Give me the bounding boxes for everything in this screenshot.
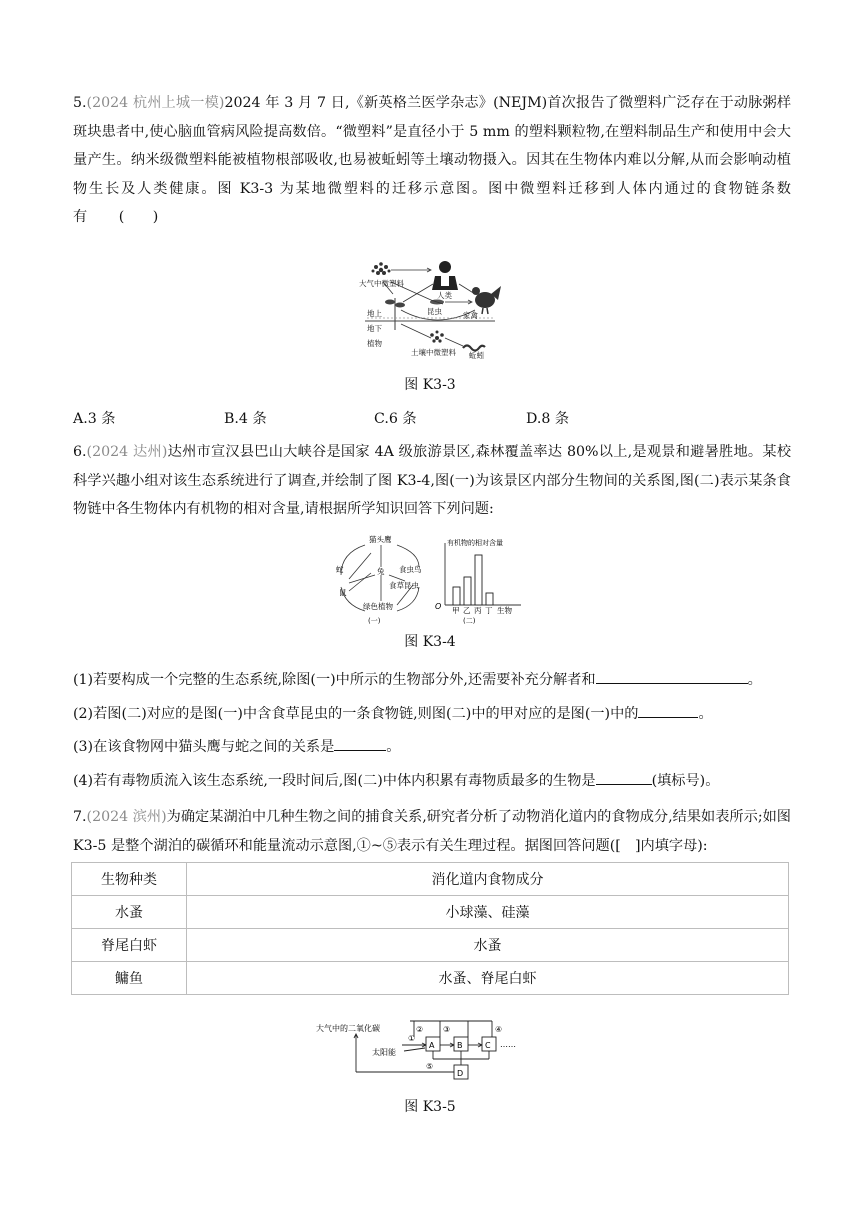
bar-label-0: 甲 [452, 606, 460, 615]
label-soil-microplastic: 土壤中微塑料 [411, 348, 456, 357]
web-caption: (一) [368, 617, 381, 625]
label-atmosphere: 大气中微塑料 [359, 279, 404, 288]
box-d: D [457, 1069, 464, 1078]
box-b: B [457, 1041, 463, 1050]
table-cell: 水蚤 [72, 896, 187, 929]
cycle-dots: …… [500, 1040, 516, 1049]
web-owl: 猫头鹰 [369, 535, 392, 544]
organic-matter-bar-chart [433, 537, 525, 627]
question-text: 为确定某湖泊中几种生物之间的捕食关系,研究者分析了动物消化道内的食物成分,结果如表所示;如图 K3-5 是整个湖泊的碳循环和能量流动示意图,①~⑤表示有关生理过程。据图回答问题([ ]内填字母): [73, 809, 791, 854]
sub1-end: 。 [747, 672, 762, 688]
answer-blank-1[interactable] [596, 668, 748, 684]
bar-group [452, 555, 493, 615]
question-source: (2024 滨州) [86, 809, 167, 825]
web-mouse: 鼠 [339, 588, 347, 597]
question-7 [73, 803, 791, 860]
option-d[interactable]: D.8 条 [526, 411, 570, 427]
q6-sub3 [73, 733, 791, 762]
bar-2 [475, 555, 482, 605]
bar-xtitle: 生物 [497, 606, 512, 615]
answer-blank-4[interactable] [596, 769, 652, 785]
step-2: ② [416, 1025, 424, 1034]
table-cell: 脊尾白虾 [72, 929, 187, 962]
step-5: ⑤ [426, 1062, 434, 1071]
figure-caption-k3-5: 图 K3-5 [404, 1099, 456, 1115]
table-row [72, 896, 789, 929]
earthworm-icon [463, 346, 485, 351]
web-snake: 蛇 [336, 565, 344, 574]
figure-caption-k3-3: 图 K3-3 [404, 377, 456, 393]
sub2-end: 。 [698, 706, 713, 722]
q6-sub4 [73, 767, 791, 796]
bar-0 [453, 587, 460, 605]
table-cell: 水蚤、脊尾白虾 [187, 962, 789, 995]
step-3: ③ [443, 1025, 451, 1034]
atmosphere-particles-icon [372, 262, 391, 275]
bar-label-1: 乙 [463, 606, 471, 615]
option-c[interactable]: C.6 条 [374, 411, 417, 427]
bar-caption: (二) [463, 617, 476, 625]
insect-icon [430, 300, 444, 305]
table-cell: 小球藻、硅藻 [187, 896, 789, 929]
plant-icon [385, 298, 405, 330]
microplastic-migration-figure [355, 258, 505, 364]
question-6 [73, 438, 791, 524]
sub3-text: (3)在该食物网中猫头鹰与蛇之间的关系是 [73, 739, 335, 755]
soil-particles-icon [430, 331, 444, 343]
poultry-icon [472, 286, 501, 314]
food-web-diagram [335, 531, 427, 625]
table-cell: 鳙鱼 [72, 962, 187, 995]
question-text: 达州市宣汉县巴山大峡谷是国家 4A 级旅游景区,森林覆盖率达 80%以上,是观景和避暑胜地。某校科学兴趣小组对该生态系统进行了调查,并绘制了图 K3-4,图(一)为该景区内部分生物间的关系图,图(二)表示某条食物链中各生物体内有机物的相对含量,请根据所学知识回答下列问题: [73, 444, 792, 517]
question-5 [73, 89, 791, 232]
option-a[interactable]: A.3 条 [73, 411, 116, 427]
question-number: 6. [73, 444, 87, 460]
bar-3 [486, 593, 493, 605]
sub4-end: (填标号)。 [651, 773, 720, 789]
sub3-end: 。 [386, 739, 401, 755]
label-insect: 昆虫 [427, 307, 442, 316]
table-header: 生物种类 [72, 863, 187, 896]
figure-caption-k3-4: 图 K3-4 [404, 634, 456, 650]
label-plant: 植物 [367, 339, 382, 348]
step-1: ① [408, 1034, 416, 1043]
carbon-cycle-diagram [314, 1015, 528, 1085]
q6-sub2 [73, 700, 791, 729]
box-a: A [429, 1041, 435, 1050]
label-human: 人类 [437, 291, 452, 300]
human-icon [432, 261, 458, 290]
question-source: (2024 达州) [86, 444, 168, 460]
bar-1 [464, 577, 471, 605]
option-b[interactable]: B.4 条 [224, 411, 267, 427]
bar-label-2: 丙 [474, 606, 482, 615]
web-herbivorous-insect: 食草昆虫 [389, 581, 419, 590]
web-insectivorous-bird: 食虫鸟 [399, 565, 422, 574]
answer-bracket: ( ) [118, 209, 159, 225]
answer-blank-2[interactable] [638, 702, 698, 718]
bar-origin: O [435, 602, 442, 611]
label-underground: 地下 [367, 324, 382, 333]
answer-blank-3[interactable] [334, 735, 386, 751]
bar-label-3: 丁 [485, 606, 493, 615]
sub1-text: (1)若要构成一个完整的生态系统,除图(一)中所示的生物部分外,还需要补充分解者和 [73, 672, 596, 688]
table-cell: 水蚤 [187, 929, 789, 962]
table-row [72, 929, 789, 962]
sub2-text: (2)若图(二)对应的是图(一)中含食草昆虫的一条食物链,则图(二)中的甲对应的是图(一)中的 [73, 706, 639, 722]
table-row [72, 962, 789, 995]
q6-sub1 [73, 666, 791, 695]
web-rabbit: 兔 [377, 567, 385, 576]
table-header: 消化道内食物成分 [187, 863, 789, 896]
table-header-row [72, 863, 789, 896]
cycle-sun: 太阳能 [372, 1048, 396, 1057]
question-source: (2024 杭州上城一模) [86, 95, 225, 111]
question-number: 5. [73, 95, 87, 111]
label-earthworm: 蚯蚓 [469, 351, 484, 360]
box-c: C [485, 1041, 491, 1050]
label-aboveground: 地上 [367, 309, 382, 318]
bar-ylabel: 有机物的相对含量 [447, 539, 503, 547]
label-poultry: 家禽 [463, 311, 478, 320]
web-green-plant: 绿色植物 [363, 602, 393, 611]
digestive-contents-table [71, 862, 789, 995]
cycle-co2: 大气中的二氧化碳 [316, 1024, 380, 1033]
question-text: 2024 年 3 月 7 日,《新英格兰医学杂志》(NEJM)首次报告了微塑料广泛存在于动脉粥样斑块患者中,使心脑血管病风险提高数倍。“微塑料”是直径小于 5 mm 的塑料颗粒物,在塑料制品生产和使用中会大量产生。纳米级微塑料能被植物根部吸收,也易被蚯蚓等土壤动物摄入。因其在生物体内难以分解,从而会影响动植物生长及人类健康。图 K3-3 为某地微塑料的迁移示意图。图中微塑料迁移到人体内通过的食物链条数有 [73, 95, 792, 225]
question-number: 7. [73, 809, 87, 825]
step-4: ④ [495, 1025, 503, 1034]
sub4-text: (4)若有毒物质流入该生态系统,一段时间后,图(二)中体内积累有毒物质最多的生物是 [73, 773, 596, 789]
